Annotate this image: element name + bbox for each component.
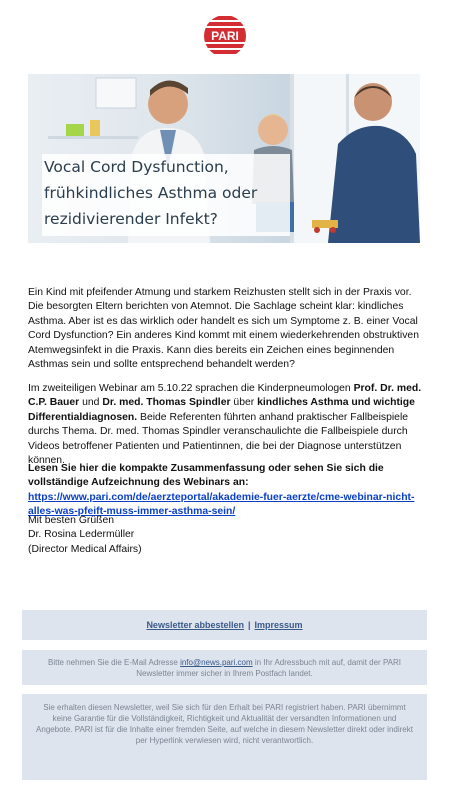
newsletter-email-link[interactable]: info@news.pari.com (180, 658, 253, 667)
intro-paragraph: Ein Kind mit pfeifender Atmung und starkem Reizhusten stellt sich in der Praxis vor. Die besorgten Eltern berichten von Atemnot. Die Sachlage scheint klar: kindliches Asthma. Aber ist es das wirklich oder handelt es sich um Symptome z. B. einer Vocal Cord Dysfunction? Ein anderes Kind kommt mit einem wiederkehrenden obstruktiven Atemwegsinfekt in die Praxis. Kann dies bereits ein Zeichen eines beginnenden Asthmas sein und sollte entsprechend behandelt werden? (28, 287, 419, 371)
signature-block (28, 514, 422, 557)
hero-title-line-2: frühkindliches Asthma oder (44, 184, 258, 202)
address-text-1: Bitte nehmen Sie die E-Mail Adresse (47, 658, 181, 667)
footer-separator: | (247, 620, 251, 630)
webinar-text-4: Beide Referenten führten anhand praktischer Fallbeispiele durchs Thema. Dr. med. Thomas Spindler veranschaulichte die Fallbeispiele durch Videos betroffener Patienten und Patientinnen, die bei der Diagnose unterstützen können. (28, 411, 409, 467)
hero-title-line-3: rezidivierender Infekt? (44, 210, 218, 228)
signer-role: (Director Medical Affairs) (28, 543, 142, 555)
imprint-link[interactable]: Impressum (254, 620, 303, 630)
signer-name: Dr. Rosina Ledermüller (28, 529, 135, 541)
webinar-link[interactable]: https://www.pari.com/de/aerzteportal/akademie-fuer-aerzte/cme-webinar-nicht-alles-was-pfeift-muss-immer-asthma-sein/ (28, 491, 415, 518)
closing-greeting: Mit besten Grüßen (28, 515, 115, 526)
read-more-lead: Lesen Sie hier die kompakte Zusammenfassung oder sehen Sie sich die vollständige Aufzeichnung des Webinars an: (28, 463, 384, 489)
pari-logo[interactable] (202, 14, 248, 58)
pari-logo-mark (202, 14, 248, 58)
speaker-bauer: Prof. Dr. med. C.P. Bauer (28, 383, 422, 409)
webinar-topic: kindliches Asthma und wichtige Differentialdiagnosen. (28, 397, 415, 423)
hero-title-line-1: Vocal Cord Dysfunction, (44, 158, 229, 176)
read-more-paragraph (28, 462, 422, 520)
footer-links (22, 610, 427, 640)
legal-disclaimer: Sie erhalten diesen Newsletter, weil Sie sich für den Erhalt bei PARI registriert haben. PARI übernimmt keine Garantie für die Vollständigkeit, Richtigkeit und Aktualität der versandten Informationen und Angebote. PARI ist für die Inhalte einer fremden Seite, auf welche in diesem Newsletter direkt oder indirekt per Hyperlink verwiesen wird, nicht verantwortlich. (22, 694, 427, 780)
speaker-spindler: Dr. med. Thomas Spindler (102, 397, 231, 409)
address-book-notice (22, 650, 427, 685)
webinar-text-2: und (79, 397, 103, 409)
hero-image[interactable] (28, 74, 420, 243)
logo-text: PARI (211, 29, 239, 43)
webinar-text-1: Im zweiteiligen Webinar am 5.10.22 sprachen die Kinderpneumologen (28, 383, 354, 394)
address-text-2: in Ihr Adressbuch mit auf, damit der PARI Newsletter immer sicher in Ihrem Postfach landet. (136, 658, 402, 678)
unsubscribe-link[interactable]: Newsletter abbestellen (146, 620, 244, 630)
webinar-text-3: über (230, 397, 258, 409)
webinar-paragraph (28, 382, 422, 468)
